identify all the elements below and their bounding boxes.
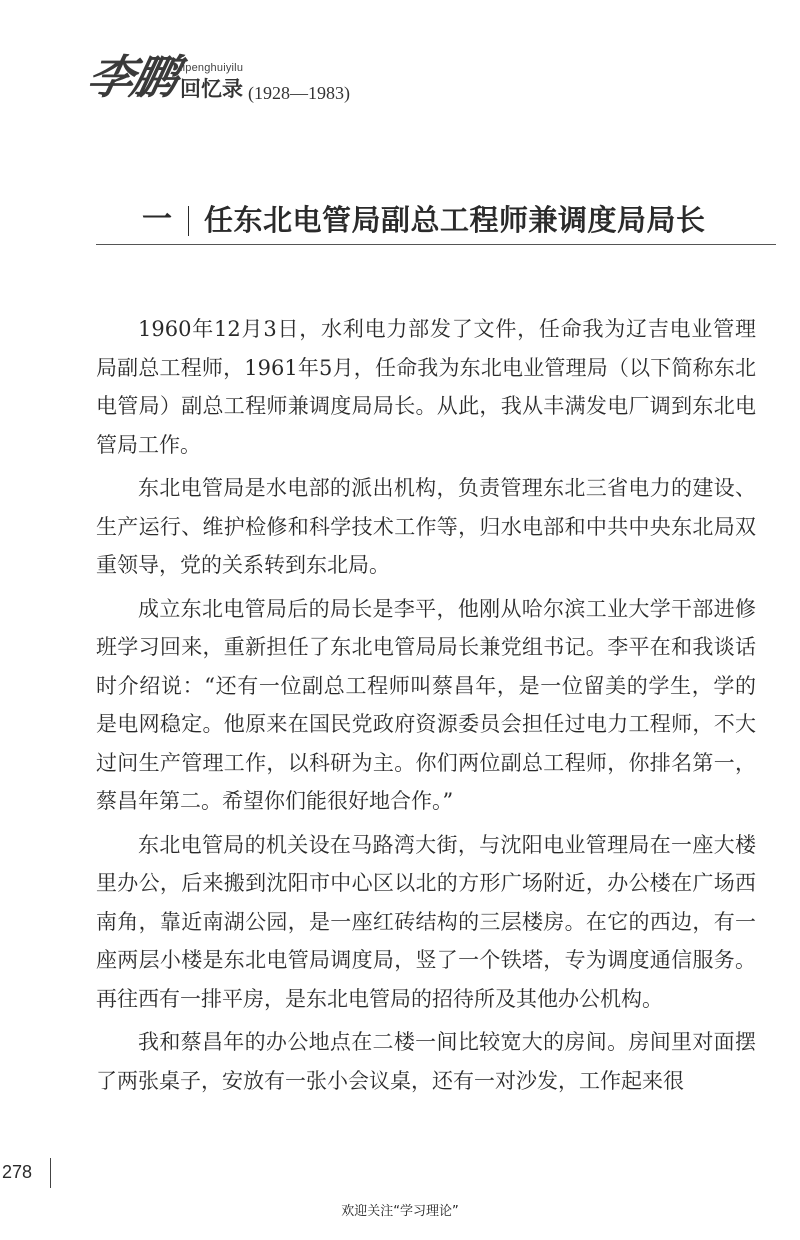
footer-note: 欢迎关注“学习理论” [341, 1204, 459, 1219]
author-calligraphy-logo: 李鹏 [82, 50, 182, 104]
paragraph: 1960年12月3日，水利电力部发了文件，任命我为辽吉电业管理局副总工程师，1961年5月，任命我为东北电业管理局（以下简称东北电管局）副总工程师兼调度局局长。从此，我从丰满发电厂调到东北电管局工作。 [96, 317, 756, 457]
paragraph: 东北电管局的机关设在马路湾大街，与沈阳电业管理局在一座大楼里办公，后来搬到沈阳市中心区以北的方形广场附近，办公楼在广场西南角，靠近南湖公园，是一座红砖结构的三层楼房。在它的西边，有一座两层小楼是东北电管局调度局，竖了一个铁塔，专为调度通信服务。再往西有一排平房，是东北电管局的招待所及其他办公机构。 [96, 832, 756, 1011]
page-number-box [0, 1158, 51, 1188]
chapter-title: 任东北电管局副总工程师兼调度局局长 [204, 203, 706, 237]
paragraph: 成立东北电管局后的局长是李平，他刚从哈尔滨工业大学干部进修班学习回来，重新担任了东北电管局局长兼党组书记。李平在和我谈话时介绍说：“还有一位副总工程师叫蔡昌年，是一位留美的学生，学的是电网稳定。他原来在国民党政府资源委员会担任过电力工程师，不大过问生产管理工作，以科研为主。你们两位副总工程师，你排名第一，蔡昌年第二。希望你们能很好地合作。” [96, 596, 756, 813]
body-text [96, 310, 756, 1105]
chapter-divider [188, 206, 189, 236]
year-range: (1928—1983) [248, 83, 350, 103]
page-number: 278 [2, 1162, 33, 1182]
chapter-number: 一 [142, 202, 172, 237]
chapter-heading [96, 198, 776, 248]
memoir-label: 回忆录 [180, 76, 243, 101]
chapter-underline [96, 244, 776, 245]
running-header [82, 48, 488, 128]
pinyin-subtitle: lipenghuiyilu [180, 62, 244, 74]
paragraph: 我和蔡昌年的办公地点在二楼一间比较宽大的房间。房间里对面摆了两张桌子，安放有一张小会议桌，还有一对沙发，工作起来很 [96, 1030, 756, 1093]
paragraph: 东北电管局是水电部的派出机构，负责管理东北三省电力的建设、生产运行、维护检修和科学技术工作等，归水电部和中共中央东北局双重领导，党的关系转到东北局。 [96, 476, 756, 577]
